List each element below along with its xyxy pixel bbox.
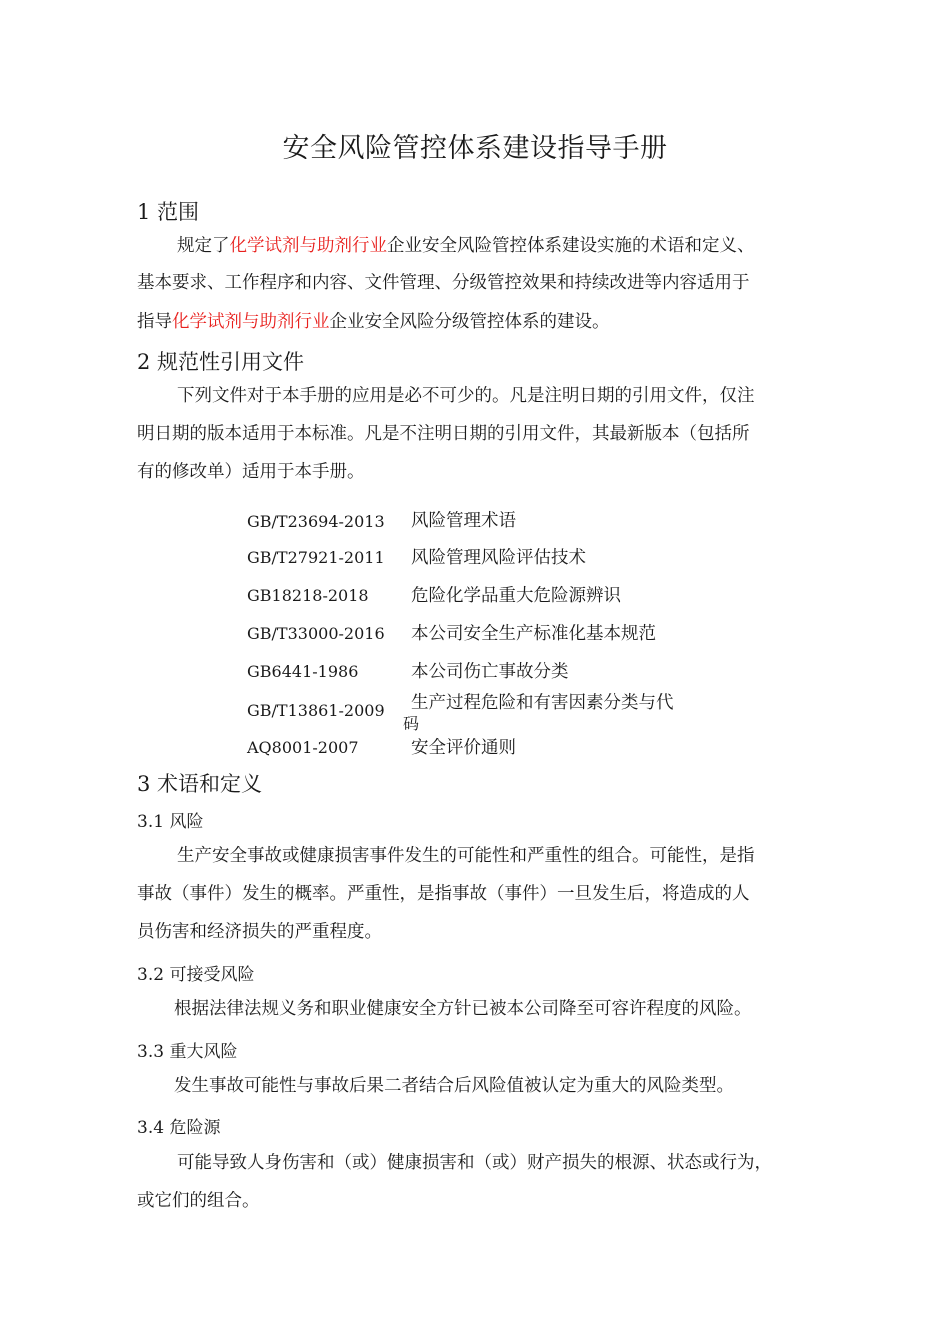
section-2-heading: 2 规范性引用文件 bbox=[137, 350, 305, 374]
section-3-heading: 3 术语和定义 bbox=[137, 772, 263, 796]
document-title: 安全风险管控体系建设指导手册 bbox=[282, 133, 668, 164]
highlighted-industry: 化学试剂与助剂行业 bbox=[172, 312, 330, 332]
section-2-paragraph-line-1: 下列文件对于本手册的应用是必不可少的。凡是注明日期的引用文件，仅注 bbox=[177, 386, 755, 406]
reference-title: 本公司伤亡事故分类 bbox=[411, 662, 569, 682]
text-segment: 指导 bbox=[137, 312, 172, 332]
section-1-paragraph-line-3 bbox=[137, 303, 610, 342]
subsection-3-1-line-1: 生产安全事故或健康损害事件发生的可能性和严重性的组合。可能性，是指 bbox=[177, 846, 755, 866]
text-segment: 规定了 bbox=[177, 236, 230, 256]
subsection-3-4-line-1: 可能导致人身伤害和（或）健康损害和（或）财产损失的根源、状态或行为， bbox=[177, 1153, 772, 1173]
reference-title: 风险管理术语 bbox=[411, 511, 516, 531]
subsection-3-3-heading: 3.3 重大风险 bbox=[137, 1042, 238, 1062]
section-1-heading: 1 范围 bbox=[137, 200, 200, 224]
subsection-3-3-line-1: 发生事故可能性与事故后果二者结合后风险值被认定为重大的风险类型。 bbox=[174, 1076, 734, 1096]
subsection-3-1-line-3: 员伤害和经济损失的严重程度。 bbox=[137, 922, 382, 942]
subsection-3-4-line-2: 或它们的组合。 bbox=[137, 1191, 260, 1211]
reference-code: GB/T23694-2013 bbox=[247, 512, 385, 531]
subsection-3-2-heading: 3.2 可接受风险 bbox=[137, 965, 255, 985]
section-1-paragraph-line-2: 基本要求、工作程序和内容、文件管理、分级管控效果和持续改进等内容适用于 bbox=[137, 273, 750, 293]
reference-code: GB6441-1986 bbox=[247, 662, 359, 681]
section-1-paragraph-line-1 bbox=[177, 227, 755, 266]
reference-code: GB/T13861-2009 bbox=[247, 701, 385, 720]
reference-title: 风险管理风险评估技术 bbox=[411, 548, 586, 568]
text-segment: 企业安全风险管控体系建设实施的术语和定义、 bbox=[387, 236, 755, 256]
highlighted-industry: 化学试剂与助剂行业 bbox=[229, 236, 387, 256]
subsection-3-4-heading: 3.4 危险源 bbox=[137, 1118, 221, 1138]
subsection-3-1-line-2: 事故（事件）发生的概率。严重性，是指事故（事件）一旦发生后，将造成的人 bbox=[137, 884, 750, 904]
subsection-3-2-line-1: 根据法律法规义务和职业健康安全方针已被本公司降至可容许程度的风险。 bbox=[174, 999, 752, 1019]
reference-title: 本公司安全生产标准化基本规范 bbox=[411, 624, 656, 644]
text-segment: 企业安全风险分级管控体系的建设。 bbox=[329, 312, 610, 332]
reference-title: 危险化学品重大危险源辨识 bbox=[411, 586, 621, 606]
reference-code: AQ8001-2007 bbox=[247, 738, 359, 757]
reference-code: GB/T27921-2011 bbox=[247, 548, 385, 567]
section-2-paragraph-line-2: 明日期的版本适用于本标准。凡是不注明日期的引用文件，其最新版本（包括所 bbox=[137, 424, 750, 444]
subsection-3-1-heading: 3.1 风险 bbox=[137, 812, 204, 832]
reference-code: GB/T33000-2016 bbox=[247, 624, 385, 643]
reference-title: 生产过程危险和有害因素分类与代 bbox=[411, 693, 674, 713]
reference-title: 安全评价通则 bbox=[411, 738, 516, 758]
reference-code: GB18218-2018 bbox=[247, 586, 369, 605]
reference-title-wrap: 码 bbox=[403, 714, 420, 733]
section-2-paragraph-line-3: 有的修改单）适用于本手册。 bbox=[137, 462, 365, 482]
